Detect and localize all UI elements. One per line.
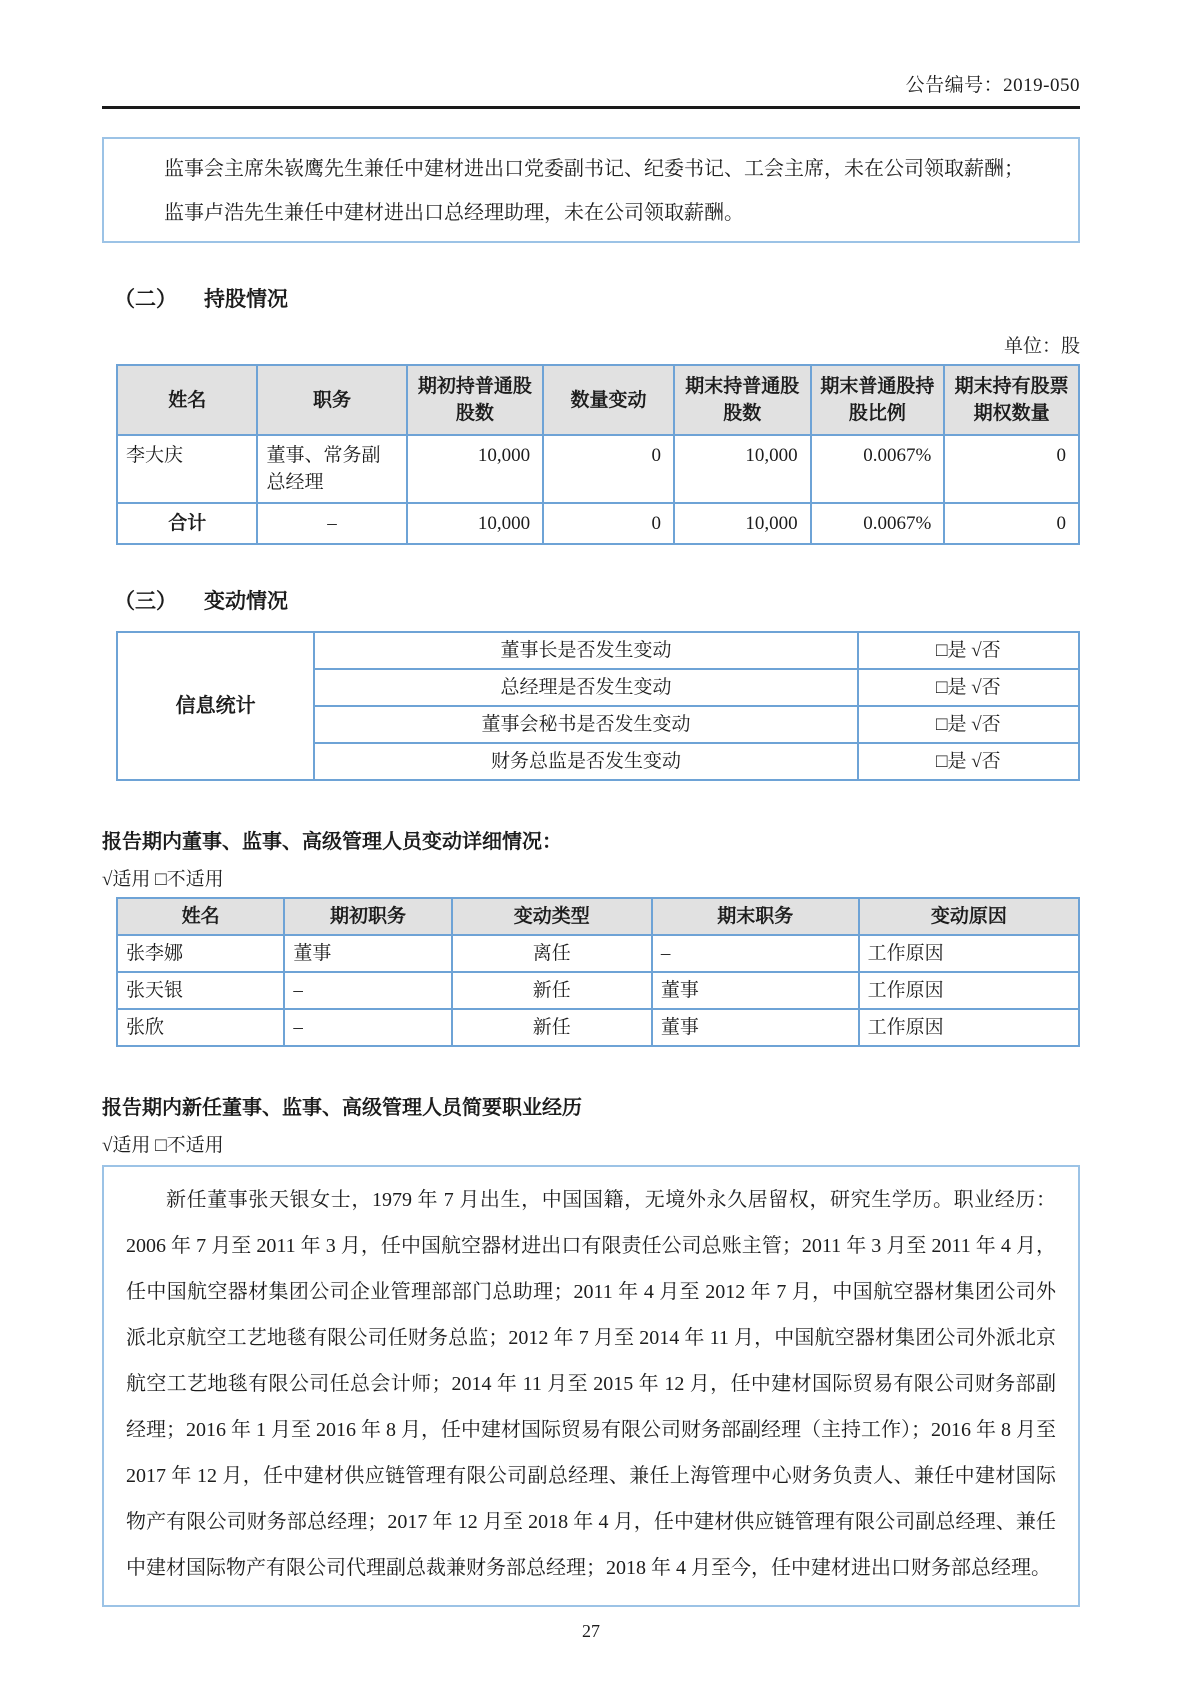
page-content — [102, 0, 1080, 1642]
doc-number: 公告编号：2019-050 — [905, 75, 1080, 96]
yes-no-answer: □是 √否 — [858, 669, 1079, 706]
section-number: （二） — [114, 288, 177, 311]
cell-change-type: 新任 — [452, 972, 652, 1009]
applicable-note: √适用 □不适用 — [102, 869, 224, 890]
table-row — [117, 935, 1079, 972]
yes-no-answer: □是 √否 — [858, 706, 1079, 743]
section-title: 持股情况 — [204, 288, 288, 311]
section-title: 变动情况 — [204, 590, 288, 613]
cell-begin-position: – — [284, 1009, 451, 1046]
cell-ratio: 0.0067% — [811, 435, 945, 503]
cell-change: 0 — [543, 503, 674, 544]
col-header-end-position: 期末职务 — [652, 898, 859, 935]
cell-name: 张欣 — [117, 1009, 284, 1046]
cell-ratio: 0.0067% — [811, 503, 945, 544]
cell-reason: 工作原因 — [859, 935, 1079, 972]
yes-no-answer: □是 √否 — [858, 743, 1079, 780]
cell-begin-shares: 10,000 — [407, 435, 544, 503]
cell-begin-position: – — [284, 972, 451, 1009]
remark-line-2: 监事卢浩先生兼任中建材进出口总经理助理，未在公司领取薪酬。 — [164, 202, 744, 224]
question-cell: 董事会秘书是否发生变动 — [314, 706, 858, 743]
change-detail-heading: 报告期内董事、监事、高级管理人员变动详细情况： — [102, 831, 562, 853]
unit-note: 单位：股 — [1003, 336, 1080, 357]
col-header-position: 职务 — [257, 365, 406, 435]
change-status-table — [116, 631, 1080, 781]
shareholding-table — [116, 364, 1080, 545]
change-detail-table — [116, 897, 1080, 1047]
header-rule — [102, 106, 1080, 109]
col-header-end-shares: 期末持普通股股数 — [674, 365, 811, 435]
cell-end-position: 董事 — [652, 972, 859, 1009]
cell-position: 董事、常务副总经理 — [257, 435, 406, 503]
col-header-ratio: 期末普通股持股比例 — [811, 365, 945, 435]
col-header-reason: 变动原因 — [859, 898, 1079, 935]
cell-reason: 工作原因 — [859, 972, 1079, 1009]
question-cell: 财务总监是否发生变动 — [314, 743, 858, 780]
remark-line-1: 监事会主席朱嵚鹰先生兼任中建材进出口党委副书记、纪委书记、工会主席，未在公司领取薪酬； — [164, 158, 1024, 180]
table-row — [117, 1009, 1079, 1046]
cell-end-shares: 10,000 — [674, 503, 811, 544]
stats-label-cell: 信息统计 — [117, 632, 314, 780]
cell-options: 0 — [944, 503, 1079, 544]
cell-change-type: 新任 — [452, 1009, 652, 1046]
col-header-name: 姓名 — [117, 898, 284, 935]
cell-end-position: – — [652, 935, 859, 972]
cell-options: 0 — [944, 435, 1079, 503]
career-heading: 报告期内新任董事、监事、高级管理人员简要职业经历 — [102, 1097, 582, 1119]
cell-total-label: 合计 — [117, 503, 257, 544]
table-row — [117, 435, 1079, 503]
table-row — [117, 972, 1079, 1009]
section-heading-shareholding — [102, 283, 1080, 313]
cell-name: 张李娜 — [117, 935, 284, 972]
col-header-begin-position: 期初职务 — [284, 898, 451, 935]
page-number: 27 — [582, 1621, 600, 1641]
cell-position: – — [257, 503, 406, 544]
table-header-row — [117, 365, 1079, 435]
question-cell: 总经理是否发生变动 — [314, 669, 858, 706]
yes-no-answer: □是 √否 — [858, 632, 1079, 669]
cell-change-type: 离任 — [452, 935, 652, 972]
cell-end-shares: 10,000 — [674, 435, 811, 503]
cell-reason: 工作原因 — [859, 1009, 1079, 1046]
col-header-options: 期末持有股票期权数量 — [944, 365, 1079, 435]
table-row — [117, 632, 1079, 669]
career-history-box — [102, 1165, 1080, 1607]
col-header-change-type: 变动类型 — [452, 898, 652, 935]
section-number: （三） — [114, 590, 177, 613]
applicable-note: √适用 □不适用 — [102, 1135, 224, 1156]
col-header-change: 数量变动 — [543, 365, 674, 435]
table-header-row — [117, 898, 1079, 935]
cell-name: 李大庆 — [117, 435, 257, 503]
table-total-row — [117, 503, 1079, 544]
question-cell: 董事长是否发生变动 — [314, 632, 858, 669]
cell-end-position: 董事 — [652, 1009, 859, 1046]
section-heading-changes — [102, 585, 1080, 615]
supervisor-remuneration-note-box — [102, 137, 1080, 243]
cell-name: 张天银 — [117, 972, 284, 1009]
cell-change: 0 — [543, 435, 674, 503]
cell-begin-position: 董事 — [284, 935, 451, 972]
cell-begin-shares: 10,000 — [407, 503, 544, 544]
col-header-name: 姓名 — [117, 365, 257, 435]
career-paragraph: 新任董事张天银女士，1979 年 7 月出生，中国国籍，无境外永久居留权，研究生学历。职业经历：2006 年 7 月至 2011 年 3 月，任中国航空器材进出口有限责任公司总账主管；2011 年 3 月至 2011 年 4 月，任中国航空器材集团公司企业管理部部门总助理；2011 年 4 月至 2012 年 7 月，中国航空器材集团公司外派北京航空工艺地毯有限公司任财务总监；2012 年 7 月至 2014 年 11 月，中国航空器材集团公司外派北京航空工艺地毯有限公司任总会计师；2014 年 11 月至 2015 年 12 月，任中建材国际贸易有限公司财务部副经理；2016 年 1 月至 2016 年 8 月，任中建材国际贸易有限公司财务部副经理（主持工作）；2016 年 8 月至 2017 年 12 月，任中建材供应链管理有限公司副总经理、兼任上海管理中心财务负责人、兼任中建材国际物产有限公司财务部总经理；2017 年 12 月至 2018 年 4 月，任中建材供应链管理有限公司副总经理、兼任中建材国际物产有限公司代理副总裁兼财务部总经理；2018 年 4 月至今，任中建材进出口财务部总经理。 — [126, 1189, 1056, 1579]
col-header-begin-shares: 期初持普通股股数 — [407, 365, 544, 435]
